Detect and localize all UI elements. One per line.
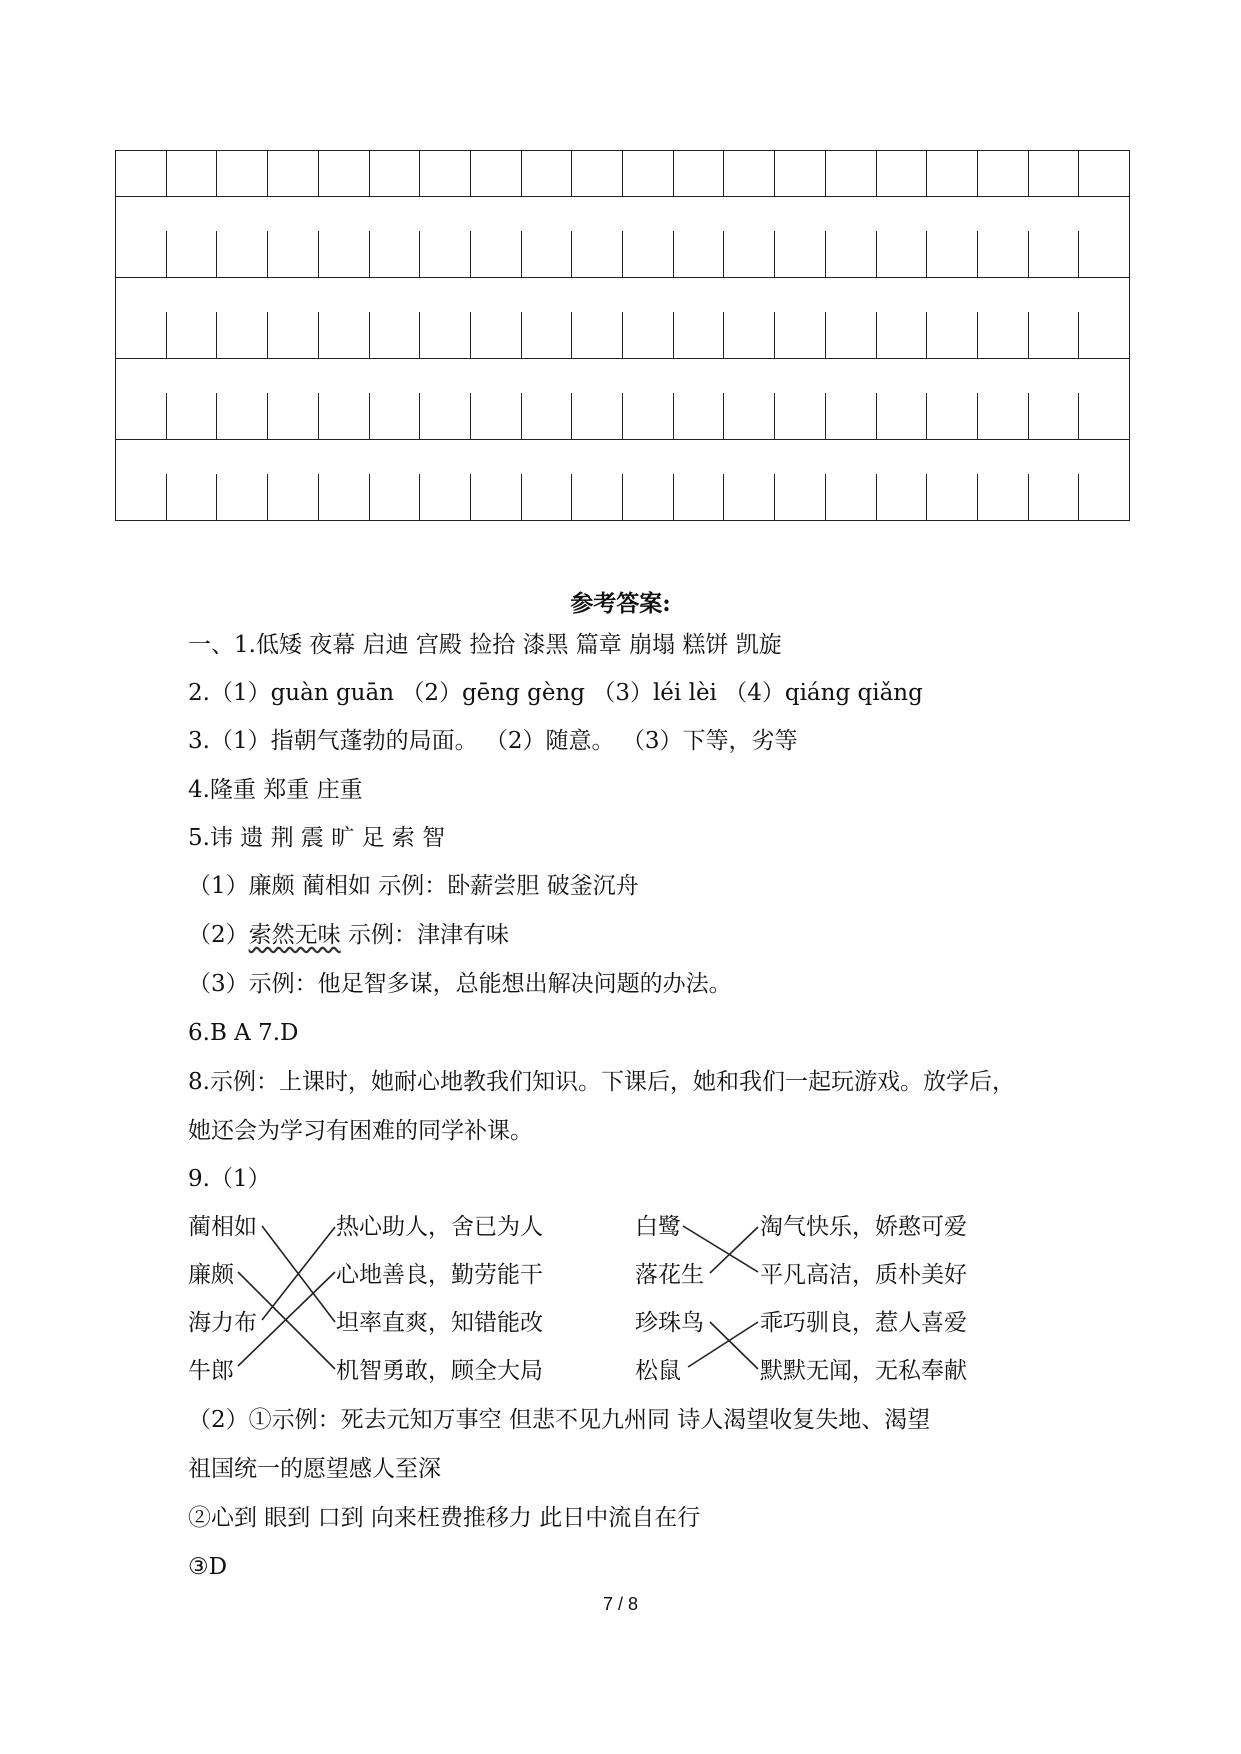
match-line-right-1 <box>683 1226 758 1272</box>
match-right-trait-1: 淘气快乐，娇憨可爱 <box>760 1214 967 1240</box>
match-right-trait-4: 默默无闻，无私奉献 <box>760 1358 967 1384</box>
answer-line-9: 9.（1） <box>188 1166 271 1192</box>
match-left-name-4: 牛郎 <box>188 1358 234 1384</box>
q5-2-wavy-word: 索然无味 <box>248 922 341 948</box>
answer-line-5: 5.讳 遗 荆 震 旷 足 索 智 <box>188 825 446 851</box>
answer-line-8b: 她还会为学习有困难的同学补课。 <box>188 1118 533 1144</box>
answer-line-6-7: 6.B A 7.D <box>188 1020 299 1046</box>
match-left-name-2: 廉颇 <box>188 1262 234 1288</box>
match-right-name-3: 珍珠鸟 <box>635 1310 704 1336</box>
match-right-name-4: 松鼠 <box>635 1358 681 1384</box>
match-left-trait-4: 机智勇敢，顾全大局 <box>336 1358 543 1384</box>
match-right-trait-2: 平凡高洁，质朴美好 <box>760 1262 967 1288</box>
answer-line-9-2c: ②心到 眼到 口到 向来枉费推移力 此日中流自在行 <box>188 1505 701 1531</box>
answer-line-5-3: （3）示例：他足智多谋，总能想出解决问题的办法。 <box>188 971 732 997</box>
answers-title: 参考答案: <box>570 590 671 617</box>
answer-line-9-2a: （2）①示例：死去元知万事空 但悲不见九州同 诗人渴望收复失地、渴望 <box>188 1407 931 1433</box>
match-left-name-1: 蔺相如 <box>188 1214 257 1240</box>
match-right-trait-3: 乖巧驯良，惹人喜爱 <box>760 1310 967 1336</box>
match-line-right-3 <box>710 1322 758 1369</box>
match-left-trait-2: 心地善良，勤劳能干 <box>336 1262 543 1288</box>
match-right-name-2: 落花生 <box>635 1262 704 1288</box>
match-line-right-4 <box>688 1322 758 1367</box>
answer-line-8a: 8.示例：上课时，她耐心地教我们知识。下课后，她和我们一起玩游戏。放学后， <box>188 1069 1015 1095</box>
match-left-trait-1: 热心助人，舍已为人 <box>336 1214 543 1240</box>
q5-2-prefix: （2） <box>188 922 249 948</box>
answer-line-4: 4.隆重 郑重 庄重 <box>188 777 363 803</box>
match-left-trait-3: 坦率直爽，知错能改 <box>336 1310 543 1336</box>
page-number: 7 / 8 <box>602 1594 639 1614</box>
match-left-name-3: 海力布 <box>188 1310 257 1336</box>
q5-2-suffix: 示例：津津有味 <box>340 922 509 948</box>
answer-line-5-1: （1）廉颇 蔺相如 示例：卧薪尝胆 破釜沉舟 <box>188 873 639 899</box>
match-line-right-2 <box>710 1227 758 1273</box>
answer-line-9-2b: 祖国统一的愿望感人至深 <box>188 1456 441 1482</box>
answer-line-1: 一、1.低矮 夜幕 启迪 宫殿 捡拾 漆黑 篇章 崩塌 糕饼 凯旋 <box>188 632 782 658</box>
answer-line-9-2d: ③D <box>188 1554 228 1580</box>
answer-line-2: 2.（1）guàn guān （2）gēng gèng （3）léi lèi （4）qiáng qiǎng <box>188 680 923 706</box>
match-right-name-1: 白鹭 <box>635 1214 681 1240</box>
answer-line-3: 3.（1）指朝气蓬勃的局面。 （2）随意。 （3）下等，劣等 <box>188 728 798 754</box>
